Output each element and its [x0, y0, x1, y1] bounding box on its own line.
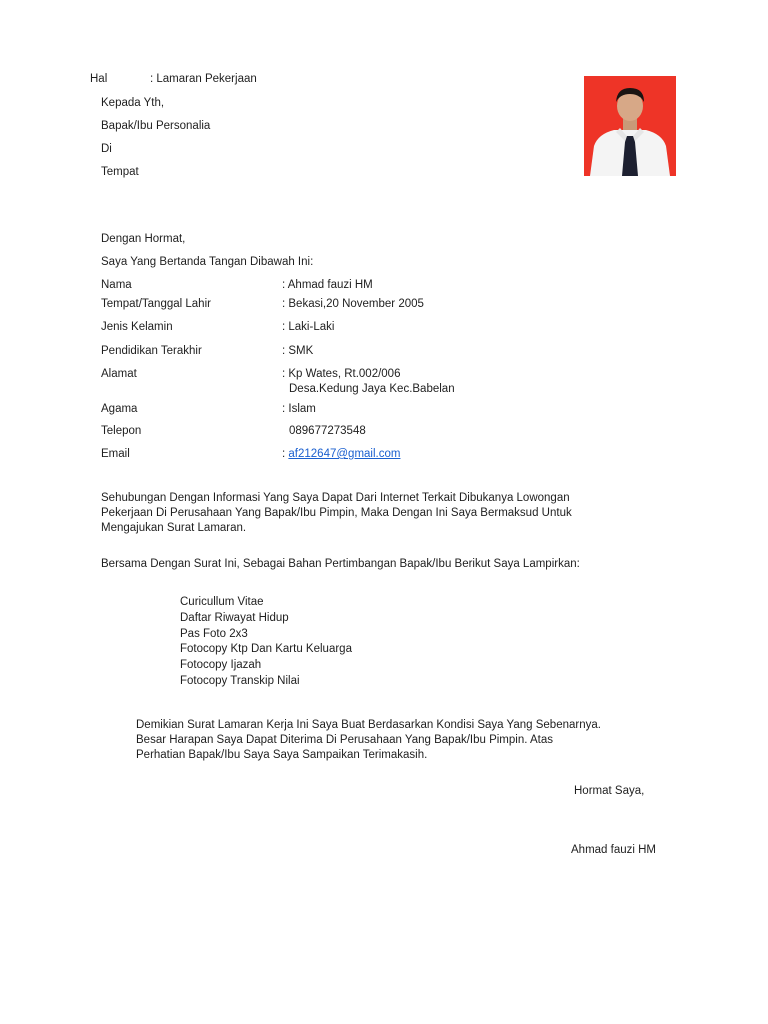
applicant-photo: [584, 76, 676, 176]
person-photo-illustration: [584, 76, 676, 176]
paragraph-motivation: [101, 491, 641, 536]
attachment-item: Fotocopy Transkip Nilai: [180, 675, 300, 687]
field-label-name: Nama: [101, 279, 132, 291]
attachment-item: Pas Foto 2x3: [180, 628, 248, 640]
paragraph-line: Sehubungan Dengan Informasi Yang Saya Dapat Dari Internet Terkait Dibukanya Lowongan: [101, 492, 570, 504]
field-label-phone: Telepon: [101, 425, 142, 437]
paragraph-line: Perhatian Bapak/Ibu Saya Saya Sampaikan Terimakasih.: [136, 749, 428, 761]
paragraph-line: Pekerjaan Di Perusahaan Yang Bapak/Ibu Pimpin, Maka Dengan Ini Saya Bermaksud Untuk: [101, 507, 572, 519]
paragraph-line: Mengajukan Surat Lamaran.: [101, 522, 247, 534]
subject-value: : Lamaran Pekerjaan: [150, 73, 257, 85]
paragraph-closing: [136, 718, 676, 763]
paragraph-line: Demikian Surat Lamaran Kerja Ini Saya Buat Berdasarkan Kondisi Saya Yang Sebenarnya.: [136, 719, 601, 731]
intro-text: Saya Yang Bertanda Tangan Dibawah Ini:: [101, 256, 314, 268]
greeting: Dengan Hormat,: [101, 233, 186, 245]
field-value-address-line-2: Desa.Kedung Jaya Kec.Babelan: [289, 383, 455, 395]
attachment-item: Fotocopy Ijazah: [180, 659, 262, 671]
signature-name: Ahmad fauzi HM: [571, 844, 657, 856]
subject-label: Hal: [90, 73, 108, 85]
paragraph-line: Besar Harapan Saya Dapat Diterima Di Perusahaan Yang Bapak/Ibu Pimpin. Atas: [136, 734, 554, 746]
field-value-gender: : Laki-Laki: [282, 321, 335, 333]
recipient-line-3: Di: [101, 143, 112, 155]
field-label-education: Pendidikan Terakhir: [101, 345, 202, 357]
field-value-birth: : Bekasi,20 November 2005: [282, 298, 424, 310]
recipient-line-4: Tempat: [101, 166, 139, 178]
field-label-email: Email: [101, 448, 130, 460]
field-label-gender: Jenis Kelamin: [101, 321, 173, 333]
attachment-item: Curicullum Vitae: [180, 596, 264, 608]
field-value-name: : Ahmad fauzi HM: [282, 279, 373, 291]
field-label-religion: Agama: [101, 403, 138, 415]
field-label-address: Alamat: [101, 368, 137, 380]
recipient-line-1: Kepada Yth,: [101, 97, 165, 109]
field-value-religion: : Islam: [282, 403, 316, 415]
field-value-email: [282, 447, 400, 462]
field-value-address: : Kp Wates, Rt.002/006: [282, 368, 401, 380]
field-value-phone: 089677273548: [289, 425, 366, 437]
field-value-education: : SMK: [282, 345, 314, 357]
recipient-line-2: Bapak/Ibu Personalia: [101, 120, 211, 132]
paragraph-attachments-intro: Bersama Dengan Surat Ini, Sebagai Bahan Pertimbangan Bapak/Ibu Berikut Saya Lampirkan:: [101, 558, 580, 570]
field-label-birth: Tempat/Tanggal Lahir: [101, 298, 211, 310]
attachment-item: Daftar Riwayat Hidup: [180, 612, 289, 624]
attachment-item: Fotocopy Ktp Dan Kartu Keluarga: [180, 643, 352, 655]
signoff: Hormat Saya,: [574, 785, 645, 797]
email-link[interactable]: af212647@gmail.com: [288, 448, 401, 460]
email-separator: :: [282, 448, 286, 460]
